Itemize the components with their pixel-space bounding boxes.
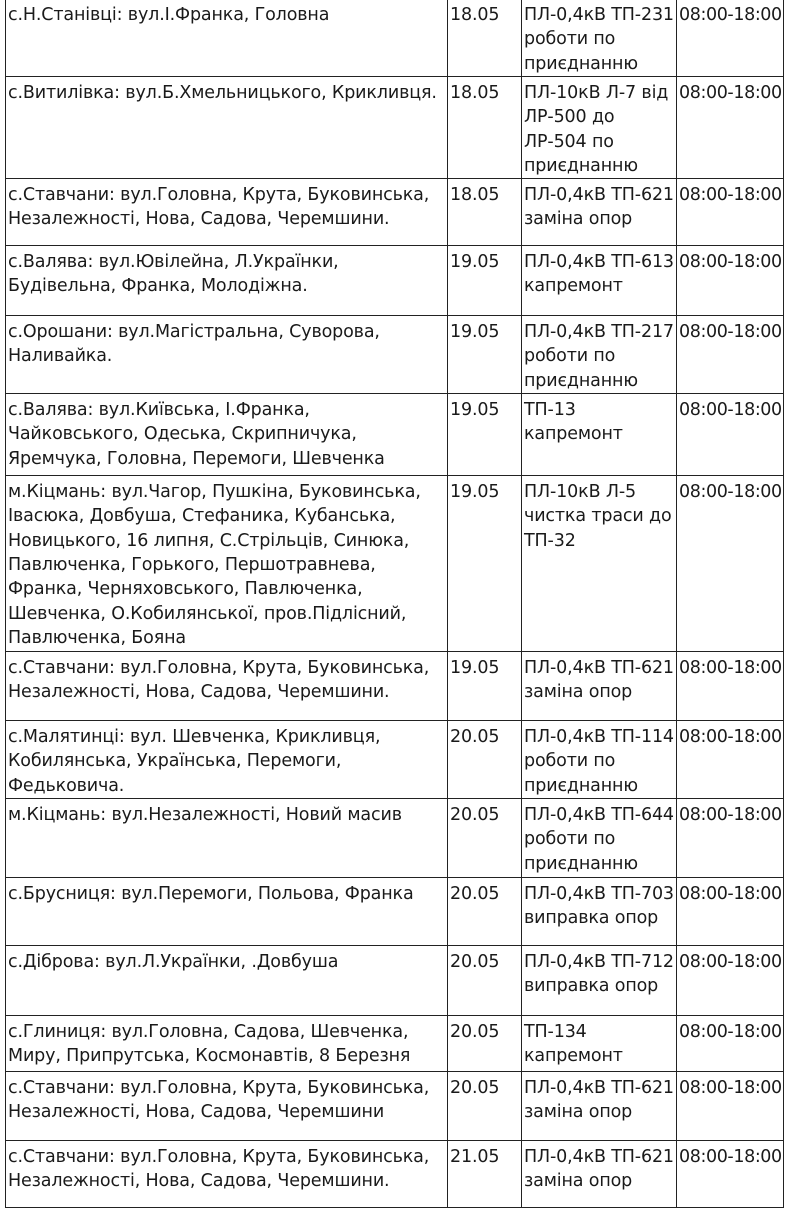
power-line-cell: ПЛ-0,4кВ ТП-712 виправка опор <box>522 946 677 1016</box>
time-cell: 08:00-18:00 <box>677 878 784 946</box>
power-line-cell: ПЛ-0,4кВ ТП-613 капремонт <box>522 246 677 316</box>
time-cell: 08:00-18:00 <box>677 179 784 246</box>
date-cell: 19.05 <box>448 316 522 394</box>
date-cell: 20.05 <box>448 878 522 946</box>
table-row <box>6 1016 784 1072</box>
time-cell: 08:00-18:00 <box>677 394 784 476</box>
location-cell: с.Ставчани: вул.Головна, Крута, Буковинська, Незалежності, Нова, Садова, Черемшини. <box>6 179 448 246</box>
location-cell: с.Ставчани: вул.Головна, Крута, Буковинська, Незалежності, Нова, Садова, Черемшини. <box>6 652 448 721</box>
time-cell: 08:00-18:00 <box>677 1072 784 1141</box>
date-cell: 19.05 <box>448 246 522 316</box>
date-cell: 19.05 <box>448 476 522 652</box>
location-cell: с.Діброва: вул.Л.Українки, .Довбуша <box>6 946 448 1016</box>
location-cell: с.Малятинці: вул. Шевченка, Крикливця, Кобилянська, Українська, Перемоги, Федьковича. <box>6 721 448 799</box>
table-row <box>6 878 784 946</box>
location-cell: с.Н.Станівці: вул.І.Франка, Головна <box>6 0 448 77</box>
power-line-cell: ТП-13 капремонт <box>522 394 677 476</box>
time-cell: 08:00-18:00 <box>677 799 784 878</box>
power-line-cell: ПЛ-0,4кВ ТП-644 роботи по приєднанню <box>522 799 677 878</box>
table-row <box>6 179 784 246</box>
location-cell: с.Валява: вул.Ювілейна, Л.Українки, Будівельна, Франка, Молодіжна. <box>6 246 448 316</box>
power-line-cell: ПЛ-0,4кВ ТП-621 заміна опор <box>522 652 677 721</box>
outage-schedule-table <box>5 0 784 1208</box>
table-row <box>6 476 784 652</box>
date-cell: 18.05 <box>448 179 522 246</box>
date-cell: 20.05 <box>448 799 522 878</box>
date-cell: 19.05 <box>448 394 522 476</box>
power-line-cell: ПЛ-0,4кВ ТП-114 роботи по приєднанню <box>522 721 677 799</box>
time-cell: 08:00-18:00 <box>677 316 784 394</box>
table-row <box>6 652 784 721</box>
time-cell: 08:00-18:00 <box>677 476 784 652</box>
power-line-cell: ПЛ-0,4кВ ТП-231 роботи по приєднанню <box>522 0 677 77</box>
date-cell: 18.05 <box>448 77 522 179</box>
table-row <box>6 721 784 799</box>
power-line-cell: ПЛ-0,4кВ ТП-621 заміна опор <box>522 179 677 246</box>
date-cell: 18.05 <box>448 0 522 77</box>
time-cell: 08:00-18:00 <box>677 652 784 721</box>
location-cell: с.Брусниця: вул.Перемоги, Польова, Франка <box>6 878 448 946</box>
location-cell: с.Ставчани: вул.Головна, Крута, Буковинська, Незалежності, Нова, Садова, Черемшини <box>6 1072 448 1141</box>
table-row <box>6 1141 784 1208</box>
table-row <box>6 394 784 476</box>
time-cell: 08:00-18:00 <box>677 721 784 799</box>
power-line-cell: ПЛ-0,4кВ ТП-621 заміна опор <box>522 1141 677 1208</box>
date-cell: 20.05 <box>448 721 522 799</box>
location-cell: с.Ставчани: вул.Головна, Крута, Буковинська, Незалежності, Нова, Садова, Черемшини. <box>6 1141 448 1208</box>
time-cell: 08:00-18:00 <box>677 1141 784 1208</box>
time-cell: 08:00-18:00 <box>677 946 784 1016</box>
date-cell: 21.05 <box>448 1141 522 1208</box>
date-cell: 20.05 <box>448 946 522 1016</box>
power-line-cell: ПЛ-10кВ Л-5 чистка траси до ТП-32 <box>522 476 677 652</box>
time-cell: 08:00-18:00 <box>677 0 784 77</box>
power-line-cell: ПЛ-0,4кВ ТП-703 виправка опор <box>522 878 677 946</box>
table-row <box>6 77 784 179</box>
table-row <box>6 799 784 878</box>
table-row <box>6 946 784 1016</box>
location-cell: с.Валява: вул.Київська, І.Франка, Чайковського, Одеська, Скрипничука, Яремчука, Головна, Перемоги, Шевченка <box>6 394 448 476</box>
location-cell: м.Кіцмань: вул.Чагор, Пушкіна, Буковинська, Івасюка, Довбуша, Стефаника, Кубанська, Новицького, 16 липня, С.Стрільців, Синюка, Павлюченка, Горького, Першотравнева, Франка, Черняховського, Павлюченка, Шевченка, О.Кобилянської, пров.Підлісний, Павлюченка, Бояна <box>6 476 448 652</box>
date-cell: 20.05 <box>448 1016 522 1072</box>
table-row <box>6 246 784 316</box>
power-line-cell: ПЛ-0,4кВ ТП-217 роботи по приєднанню <box>522 316 677 394</box>
location-cell: с.Орошани: вул.Магістральна, Суворова, Наливайка. <box>6 316 448 394</box>
time-cell: 08:00-18:00 <box>677 246 784 316</box>
location-cell: с.Витилівка: вул.Б.Хмельницького, Крикливця. <box>6 77 448 179</box>
power-line-cell: ТП-134 капремонт <box>522 1016 677 1072</box>
location-cell: с.Глиниця: вул.Головна, Садова, Шевченка, Миру, Припрутська, Космонавтів, 8 Березня <box>6 1016 448 1072</box>
time-cell: 08:00-18:00 <box>677 1016 784 1072</box>
table-row <box>6 1072 784 1141</box>
date-cell: 19.05 <box>448 652 522 721</box>
table-row <box>6 316 784 394</box>
power-line-cell: ПЛ-10кВ Л-7 від ЛР-500 до ЛР-504 по приєднанню <box>522 77 677 179</box>
table-row <box>6 0 784 77</box>
power-line-cell: ПЛ-0,4кВ ТП-621 заміна опор <box>522 1072 677 1141</box>
location-cell: м.Кіцмань: вул.Незалежності, Новий масив <box>6 799 448 878</box>
time-cell: 08:00-18:00 <box>677 77 784 179</box>
date-cell: 20.05 <box>448 1072 522 1141</box>
